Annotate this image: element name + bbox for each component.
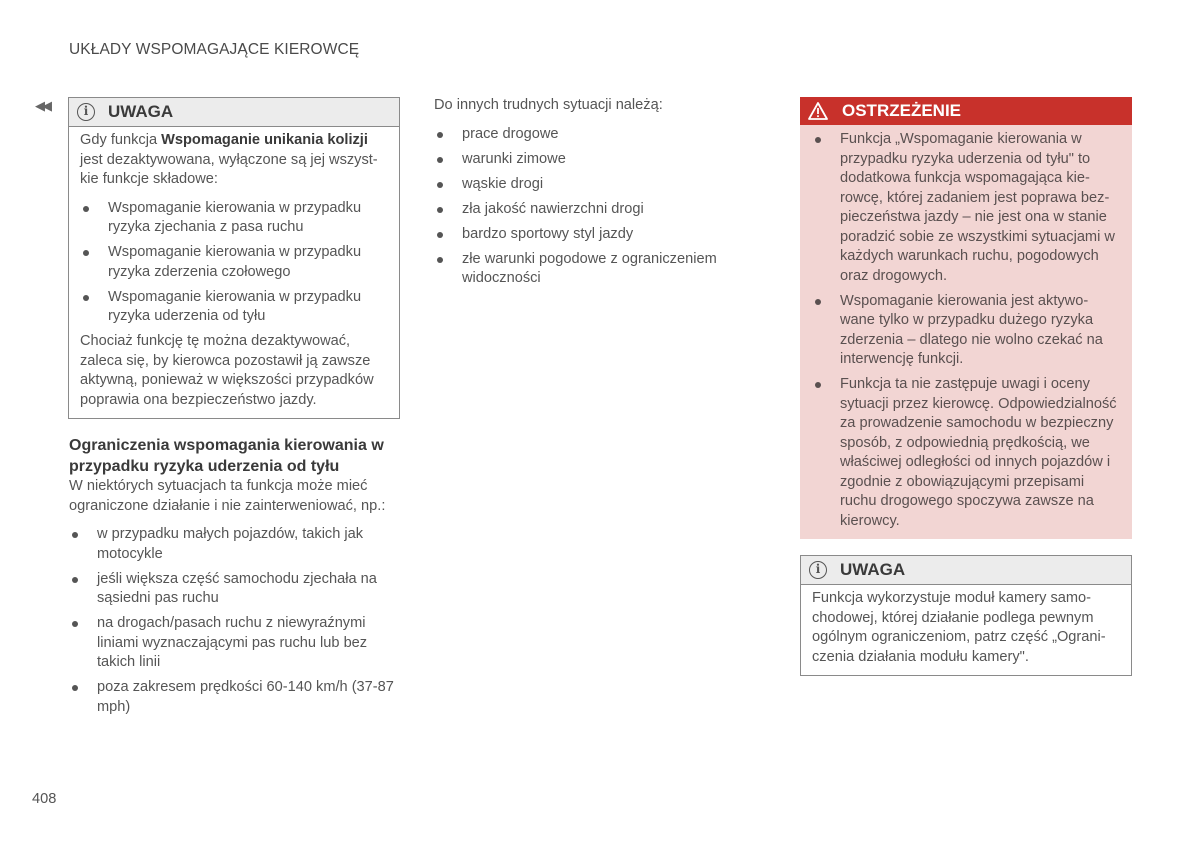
note-intro-rest: jest dezaktywowana, wyłączone są jej wszyst-kie funkcje składowe:	[80, 151, 378, 187]
note-title: UWAGA	[840, 560, 906, 580]
list-item: na drogach/pasach ruchu z niewyraźnymi liniami wyznaczającymi pas ruchu lub bez takich linii	[69, 614, 399, 673]
list-item: złe warunki pogodowe z ograniczeniem widoczności	[434, 250, 734, 289]
situations-list	[434, 125, 734, 289]
section-intro: W niektórych sytuacjach ta funkcja może mieć ograniczone działanie i nie zainterweniować, np.:	[69, 478, 386, 514]
info-icon: i	[809, 561, 827, 579]
list-item: wąskie drogi	[434, 175, 734, 195]
difficult-situations	[434, 96, 734, 294]
list-item: Wspomaganie kierowania jest aktywo-wane tylko w przypadku dużego ryzyka zderzenia – dlatego nie wolno czekać na interwencję funkcji.	[812, 292, 1120, 370]
warning-box	[800, 97, 1132, 539]
note-list	[80, 199, 388, 327]
list-item: warunki zimowe	[434, 150, 734, 170]
warning-header	[800, 97, 1132, 125]
note-box-collision	[68, 97, 400, 419]
warning-triangle-icon	[808, 102, 828, 120]
note-intro	[80, 131, 388, 190]
note-title: UWAGA	[108, 102, 174, 122]
list-item: prace drogowe	[434, 125, 734, 145]
list-item: Funkcja ta nie zastępuje uwagi i oceny sytuacji przez kierowcę. Odpowiedzialność za prowadzenie samochodu w bezpieczny sposób, z odpowiednią prędkością, we właściwej odległości od innych pojazdów i zgodnie z obowiązującymi przepisami ruchu drogowego spoczywa zawsze na kierowcy.	[812, 375, 1120, 531]
limitations-section	[69, 435, 399, 723]
list-item: Wspomaganie kierowania w przypadku ryzyka zderzenia czołowego	[80, 243, 388, 282]
note-box-camera	[800, 555, 1132, 676]
function-name: Wspomaganie unikania kolizji	[161, 132, 368, 148]
list-item: Funkcja „Wspomaganie kierowania w przypadku ryzyka uderzenia od tyłu" to dodatkowa funkcja wspomagająca kie-rowcę, której zadaniem jest poprawa bez-pieczeństwa jazdy – nie jest ona w stanie poradzić sobie ze wszystkimi sytuacjami w każdych warunkach ruchu, pogodowych oraz drogowych.	[812, 130, 1120, 286]
list-item: Wspomaganie kierowania w przypadku ryzyka zjechania z pasa ruchu	[80, 199, 388, 238]
limitations-list	[69, 525, 399, 717]
note-intro-text: Gdy funkcja	[80, 132, 162, 148]
list-item: bardzo sportowy styl jazdy	[434, 225, 734, 245]
info-icon: i	[77, 103, 95, 121]
list-item: w przypadku małych pojazdów, takich jak motocykle	[69, 525, 399, 564]
list-item: jeśli większa część samochodu zjechała na sąsiedni pas ruchu	[69, 570, 399, 609]
back-arrows-icon[interactable]: ◀◀	[35, 98, 49, 113]
list-item: zła jakość nawierzchni drogi	[434, 200, 734, 220]
list-item: poza zakresem prędkości 60-140 km/h (37-87 mph)	[69, 678, 399, 717]
list-item: Wspomaganie kierowania w przypadku ryzyka uderzenia od tyłu	[80, 288, 388, 327]
column2-intro: Do innych trudnych sytuacji należą:	[434, 97, 663, 113]
page-number: 408	[32, 791, 57, 807]
note-outro: Chociaż funkcję tę można dezaktywować, zaleca się, by kierowca pozostawił ją zawsze aktywną, ponieważ w większości przypadków poprawia ona bezpieczeństwo jazdy.	[80, 333, 374, 408]
page-header: UKŁADY WSPOMAGAJĄCE KIEROWCĘ	[69, 41, 360, 58]
warning-title: OSTRZEŻENIE	[842, 101, 962, 121]
note-text: Funkcja wykorzystuje moduł kamery samo-chodowej, której działanie podlega pewnym ogólnym ograniczeniom, patrz część „Ograni-czenia działania modułu kamery".	[812, 590, 1106, 665]
warning-list	[812, 130, 1120, 531]
note-box-header	[69, 98, 399, 127]
note-box-header	[801, 556, 1131, 585]
section-heading: Ograniczenia wspomagania kierowania w przypadku ryzyka uderzenia od tyłu	[69, 437, 384, 475]
